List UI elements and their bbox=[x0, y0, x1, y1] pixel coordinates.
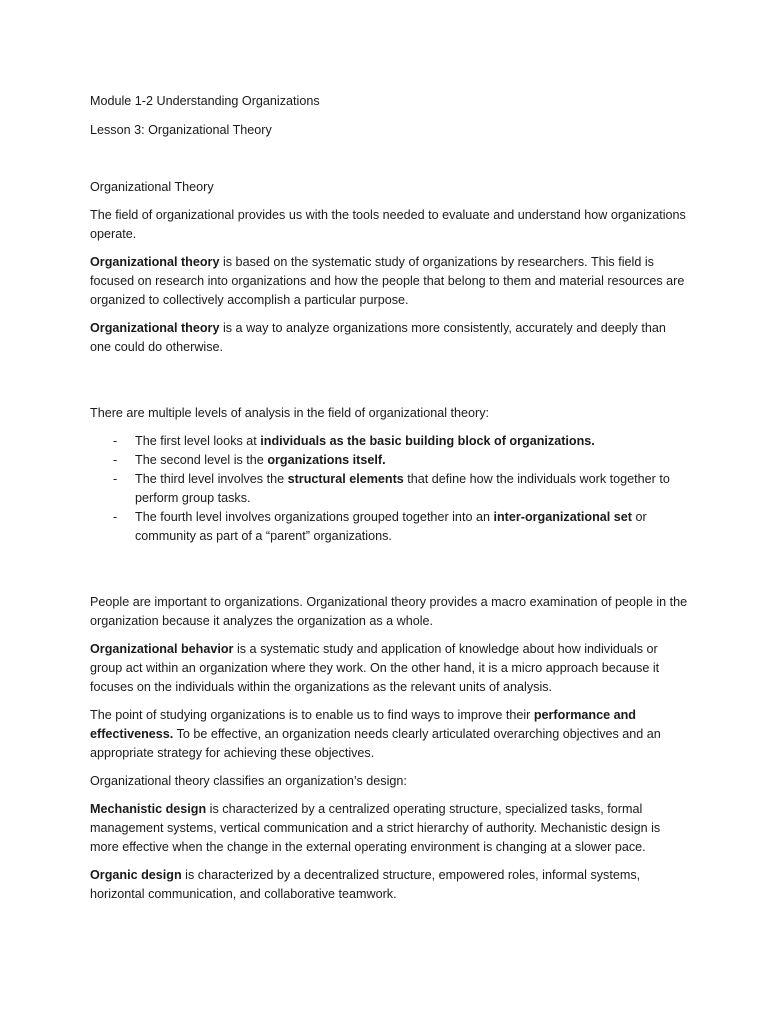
mechanistic-paragraph bbox=[90, 800, 690, 857]
level-4-post: or community as part of a “parent” organizations. bbox=[135, 510, 647, 543]
mechanistic-text: is characterized by a centralized operating structure, specialized tasks, formal management systems, vertical communication and a strict hierarchy of authority. Mechanistic design is more effective when the change in the external operating environment is changing at a slower pace. bbox=[90, 802, 661, 854]
module-heading: Module 1-2 Understanding Organizations bbox=[90, 94, 320, 108]
level-4-text: The fourth level involves organizations grouped together into an bbox=[135, 510, 494, 524]
intro-paragraph: The field of organizational provides us with the tools needed to evaluate and understand how organizations operate. bbox=[90, 208, 686, 241]
list-dash: - bbox=[113, 434, 118, 448]
term-organic-design: Organic design bbox=[90, 868, 182, 882]
term-mechanistic-design: Mechanistic design bbox=[90, 802, 207, 816]
level-2-text: The second level is the bbox=[135, 453, 268, 467]
term-organizational-behavior: Organizational behavior bbox=[90, 642, 234, 656]
theory-definition-paragraph bbox=[90, 253, 690, 310]
effectiveness-paragraph bbox=[90, 706, 690, 763]
level-1-bold: individuals as the basic building block of organizations. bbox=[260, 434, 595, 448]
people-paragraph: People are important to organizations. Organizational theory provides a macro examination of people in the organization because it analyzes the organization as a whole. bbox=[90, 595, 688, 628]
design-intro: Organizational theory classifies an organization’s design: bbox=[90, 774, 407, 788]
list-item bbox=[90, 451, 690, 470]
level-3-bold: structural elements bbox=[287, 472, 404, 486]
list-item bbox=[90, 470, 690, 508]
term-organizational-theory-2: Organizational theory bbox=[90, 321, 220, 335]
behavior-paragraph bbox=[90, 640, 690, 697]
level-3-post: that define how the individuals work together to perform group tasks. bbox=[135, 472, 670, 505]
list-item bbox=[90, 432, 690, 451]
document-page bbox=[90, 92, 690, 913]
lesson-heading: Lesson 3: Organizational Theory bbox=[90, 123, 272, 137]
theory-analysis-paragraph bbox=[90, 319, 690, 357]
organic-text: is characterized by a decentralized structure, empowered roles, informal systems, horizontal communication, and collaborative teamwork. bbox=[90, 868, 641, 901]
list-item bbox=[90, 508, 690, 546]
levels-intro: There are multiple levels of analysis in the field of organizational theory: bbox=[90, 406, 490, 420]
section-title: Organizational Theory bbox=[90, 180, 214, 194]
term-performance-effectiveness: performance and effectiveness. bbox=[90, 708, 637, 741]
level-3-text: The third level involves the bbox=[135, 472, 288, 486]
effectiveness-post: To be effective, an organization needs clearly articulated overarching objectives and an appropriate strategy for achieving these objectives. bbox=[90, 727, 661, 760]
level-4-bold: inter-organizational set bbox=[493, 510, 633, 524]
level-2-bold: organizations itself. bbox=[267, 453, 386, 467]
list-dash: - bbox=[113, 453, 118, 467]
list-dash: - bbox=[113, 472, 118, 486]
behavior-text: is a systematic study and application of knowledge about how individuals or group act within an organization where they work. On the other hand, it is a micro approach because it focuses on the individuals within the organizations as the relevant units of analysis. bbox=[90, 642, 660, 694]
list-dash: - bbox=[113, 510, 118, 524]
theory-definition-text: is based on the systematic study of organizations by researchers. This field is focused on research into organizations and how the people that belong to them and material resources are organized to collectively accomplish a particular purpose. bbox=[90, 255, 685, 307]
levels-list bbox=[90, 432, 690, 546]
organic-paragraph bbox=[90, 866, 690, 904]
theory-analysis-text: is a way to analyze organizations more consistently, accurately and deeply than one could do otherwise. bbox=[90, 321, 666, 354]
level-1-text: The first level looks at bbox=[135, 434, 261, 448]
effectiveness-pre: The point of studying organizations is to enable us to find ways to improve their bbox=[90, 708, 534, 722]
term-organizational-theory: Organizational theory bbox=[90, 255, 220, 269]
